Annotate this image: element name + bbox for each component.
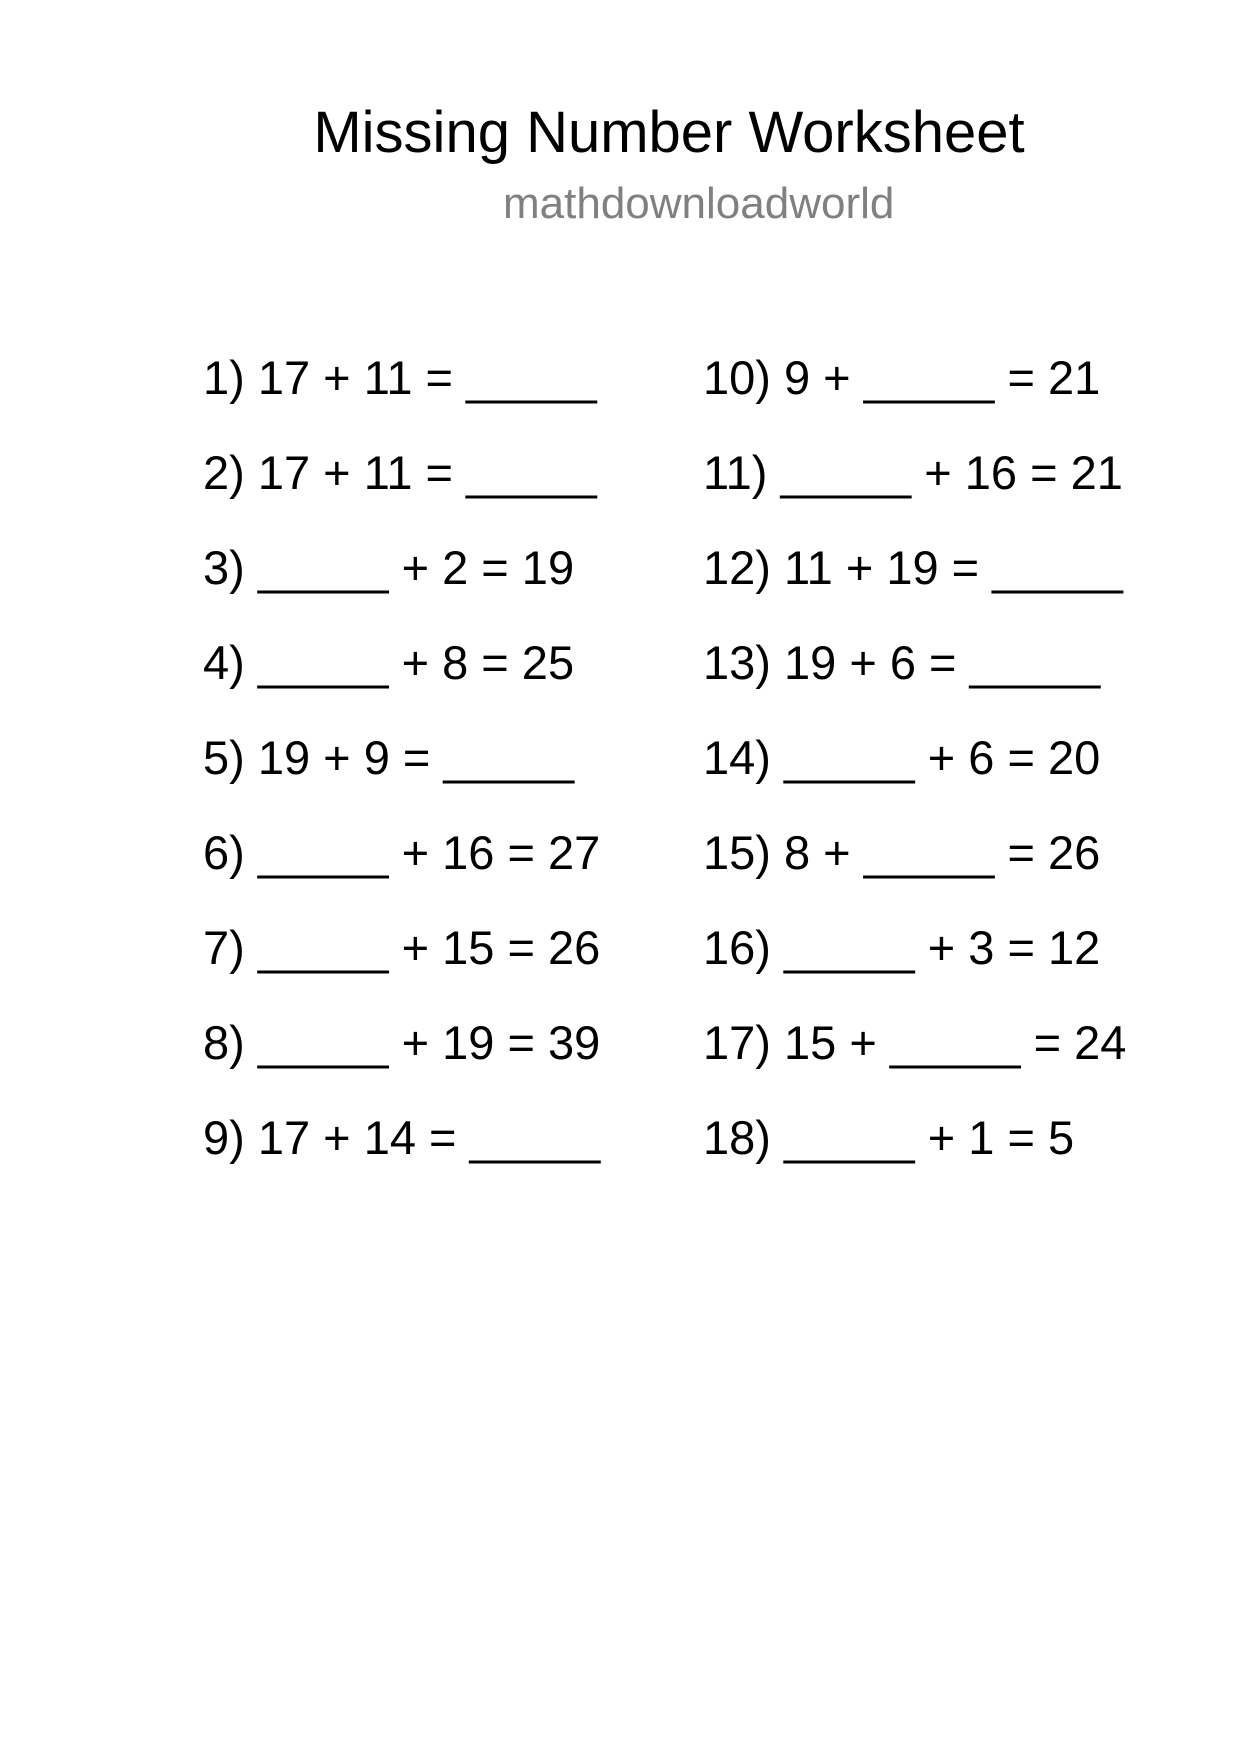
problem-item: 9) 17 + 14 = _____ (203, 1111, 601, 1164)
problem-item: 11) _____ + 16 = 21 (703, 446, 1123, 499)
worksheet-title: Missing Number Worksheet (313, 100, 1025, 165)
problem-item: 3) _____ + 2 = 19 (203, 541, 575, 594)
problem-item: 7) _____ + 15 = 26 (203, 921, 601, 974)
problem-item: 5) 19 + 9 = _____ (203, 731, 575, 784)
problem-item: 12) 11 + 19 = _____ (703, 541, 1123, 594)
problem-item: 18) _____ + 1 = 5 (703, 1111, 1075, 1164)
worksheet-subtitle: mathdownloadworld (503, 179, 895, 228)
problem-item: 1) 17 + 11 = _____ (203, 351, 597, 404)
problem-item: 15) 8 + _____ = 26 (703, 826, 1101, 879)
problem-item: 2) 17 + 11 = _____ (203, 446, 597, 499)
problem-item: 6) _____ + 16 = 27 (203, 826, 601, 879)
problem-item: 10) 9 + _____ = 21 (703, 351, 1101, 404)
problems-right-column (703, 350, 1126, 1205)
problem-item: 4) _____ + 8 = 25 (203, 636, 575, 689)
problems-left-column (203, 350, 600, 1205)
problem-item: 17) 15 + _____ = 24 (703, 1016, 1127, 1069)
problem-item: 8) _____ + 19 = 39 (203, 1016, 601, 1069)
problem-item: 16) _____ + 3 = 12 (703, 921, 1101, 974)
problem-item: 14) _____ + 6 = 20 (703, 731, 1101, 784)
problem-item: 13) 19 + 6 = _____ (703, 636, 1101, 689)
